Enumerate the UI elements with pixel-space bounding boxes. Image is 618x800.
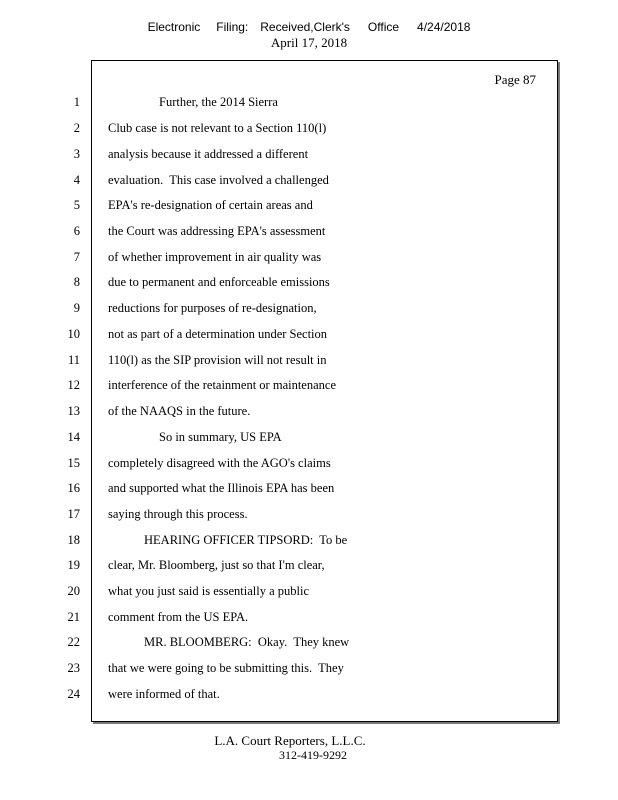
line-text: were informed of that. — [108, 687, 220, 701]
line-number: 23 — [67, 661, 80, 675]
court-reporter-phone: 312-419-9292 — [279, 748, 347, 762]
line-number: 24 — [67, 687, 80, 701]
transcript-line — [0, 274, 618, 290]
line-number: 1 — [73, 95, 80, 109]
line-number: 20 — [67, 584, 80, 598]
electronic-filing-stamp — [0, 20, 618, 34]
stamp-date: 4/24/2018 — [417, 20, 471, 34]
line-number: 3 — [73, 147, 80, 161]
transcript-line — [0, 300, 618, 316]
line-number: 9 — [73, 301, 80, 315]
line-text: that we were going to be submitting this. They — [108, 661, 344, 675]
line-text: of whether improvement in air quality was — [108, 250, 322, 264]
stamp-word-electronic: Electronic — [147, 20, 201, 34]
line-number: 7 — [73, 250, 80, 264]
transcript-line — [0, 609, 618, 625]
transcript-line — [0, 455, 618, 471]
line-text: not as part of a determination under Section — [108, 327, 328, 341]
transcript-line — [0, 197, 618, 213]
transcript-line — [0, 583, 618, 599]
line-text: of the NAAQS in the future. — [108, 404, 251, 418]
line-text: MR. BLOOMBERG: Okay. They knew — [144, 635, 350, 649]
stamp-word-office: Office — [367, 20, 400, 34]
line-text: what you just said is essentially a public — [108, 584, 310, 598]
line-number: 22 — [67, 635, 80, 649]
line-number: 15 — [67, 456, 80, 470]
transcript-line — [0, 377, 618, 393]
transcript-line — [0, 326, 618, 342]
line-number: 14 — [67, 430, 80, 444]
transcript-line — [0, 146, 618, 162]
line-number: 11 — [67, 353, 80, 367]
transcript-line — [0, 634, 618, 650]
line-number: 8 — [73, 275, 80, 289]
transcript-line — [0, 660, 618, 676]
hearing-date: April 17, 2018 — [270, 35, 348, 50]
line-text: Club case is not relevant to a Section 110(l) — [108, 121, 327, 135]
transcript-line — [0, 223, 618, 239]
line-text: comment from the US EPA. — [108, 610, 249, 624]
transcript-line — [0, 429, 618, 445]
transcript-line — [0, 352, 618, 368]
line-text: 110(l) as the SIP provision will not result in — [108, 353, 327, 367]
line-text: completely disagreed with the AGO's claims — [108, 456, 331, 470]
stamp-word-filing: Filing: — [216, 20, 249, 34]
line-text: saying through this process. — [108, 507, 248, 521]
line-number: 5 — [73, 198, 80, 212]
line-number: 12 — [67, 378, 80, 392]
transcript-line — [0, 532, 618, 548]
line-number: 16 — [67, 481, 80, 495]
transcript-line — [0, 120, 618, 136]
line-text: HEARING OFFICER TIPSORD: To be — [144, 533, 348, 547]
transcript-line — [0, 403, 618, 419]
line-text: reductions for purposes of re-designation, — [108, 301, 317, 315]
line-text: due to permanent and enforceable emissions — [108, 275, 330, 289]
page-number: Page 87 — [494, 72, 536, 87]
transcript-line — [0, 172, 618, 188]
line-text: EPA's re-designation of certain areas and — [108, 198, 313, 212]
line-number: 6 — [73, 224, 80, 238]
line-text: So in summary, US EPA — [159, 430, 282, 444]
transcript-line — [0, 686, 618, 702]
transcript-line — [0, 506, 618, 522]
line-number: 13 — [67, 404, 80, 418]
line-text: interference of the retainment or maintenance — [108, 378, 337, 392]
line-text: evaluation. This case involved a challenged — [108, 173, 329, 187]
line-text: the Court was addressing EPA's assessment — [108, 224, 326, 238]
line-text: clear, Mr. Bloomberg, just so that I'm clear, — [108, 558, 325, 572]
line-text: analysis because it addressed a different — [108, 147, 309, 161]
line-number: 18 — [67, 533, 80, 547]
transcript-line — [0, 557, 618, 573]
line-number: 19 — [67, 558, 80, 572]
line-text: and supported what the Illinois EPA has been — [108, 481, 335, 495]
transcript-line — [0, 480, 618, 496]
line-number: 17 — [67, 507, 80, 521]
transcript-line — [0, 94, 618, 110]
transcript-line — [0, 249, 618, 265]
line-number: 10 — [67, 327, 80, 341]
court-reporter-name: L.A. Court Reporters, L.L.C. — [214, 733, 366, 748]
line-text: Further, the 2014 Sierra — [159, 95, 278, 109]
line-number: 2 — [73, 121, 80, 135]
line-number: 4 — [73, 173, 80, 187]
stamp-word-received-clerks: Received,Clerk's — [260, 20, 350, 34]
line-number: 21 — [67, 610, 80, 624]
